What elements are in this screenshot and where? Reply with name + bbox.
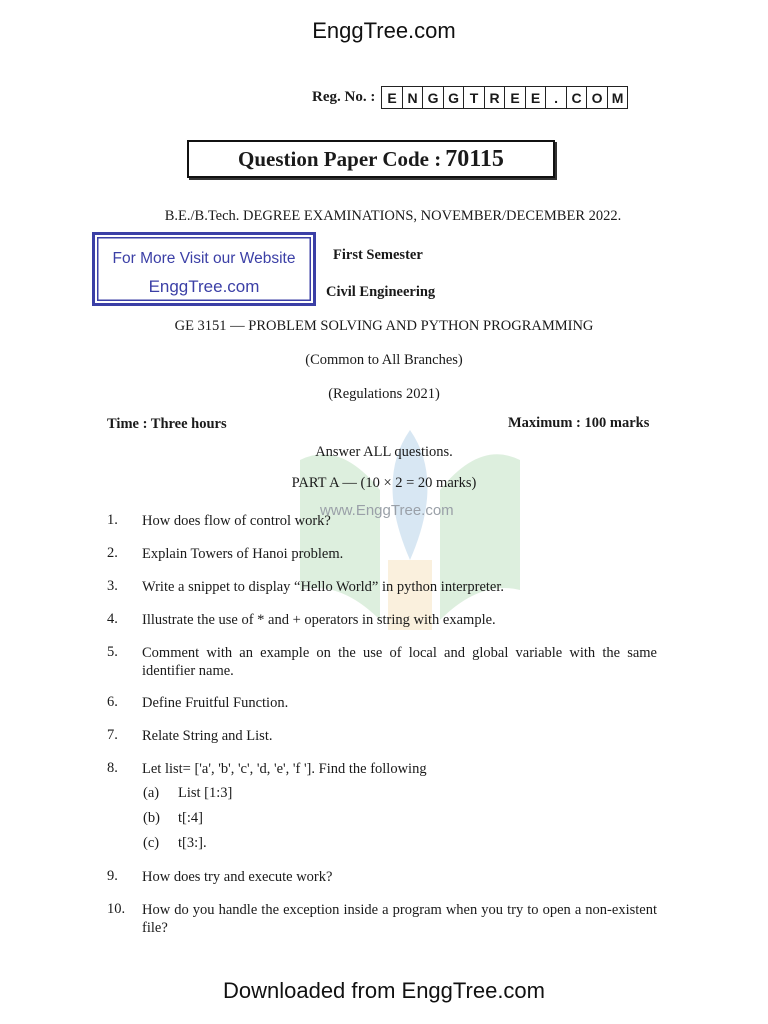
question-text: How does try and execute work? <box>142 869 333 885</box>
semester: First Semester <box>333 247 423 263</box>
question-number: 5. <box>107 644 118 660</box>
question-number: 3. <box>107 578 118 594</box>
reg-char-box: M <box>611 89 624 106</box>
common-branches: (Common to All Branches) <box>305 352 463 368</box>
site-footer: Downloaded from EnggTree.com <box>222 978 545 1003</box>
reg-char-box: G <box>444 87 465 108</box>
subquestion-text: t[:4] <box>178 810 203 826</box>
question-text: Illustrate the use of * and + operators in string with example. <box>142 612 496 628</box>
exam-title: B.E./B.Tech. DEGREE EXAMINATIONS, NOVEMBER/DECEMBER 2022. <box>164 208 622 224</box>
question-number: 4. <box>107 611 118 627</box>
question-text: Let list= ['a', 'b', 'c', 'd, 'e', 'f ']. Find the following <box>142 761 427 777</box>
department: Civil Engineering <box>326 284 436 300</box>
reg-number-label: Reg. No. : <box>312 89 376 105</box>
subquestion-label: (a) <box>143 785 160 801</box>
reg-char-box: . <box>546 87 567 108</box>
question-number: 1. <box>107 512 118 528</box>
subquestion-label: (b) <box>143 810 160 826</box>
question-number: 9. <box>107 868 118 884</box>
site-header: EnggTree.com <box>312 18 456 43</box>
part-a-heading: PART A — (10 × 2 = 20 marks) <box>291 475 477 491</box>
question-text: Explain Towers of Hanoi problem. <box>142 546 344 562</box>
subquestion-text: List [1:3] <box>178 785 233 801</box>
question-text: Comment with an example on the use of local and global variable with the same identifier name. <box>142 645 657 679</box>
question-number: 10. <box>107 901 126 917</box>
reg-char-box: G <box>423 87 444 108</box>
course-title: GE 3151 — PROBLEM SOLVING AND PYTHON PROGRAMMING <box>174 318 594 334</box>
question-text: Define Fruitful Function. <box>142 695 289 711</box>
reg-char-box: O <box>587 87 608 108</box>
question-number: 8. <box>107 760 118 776</box>
reg-char-box: C <box>567 87 588 108</box>
subquestion-text: t[3:]. <box>178 835 207 851</box>
question-paper-code-box <box>187 140 555 178</box>
question-number: 7. <box>107 727 118 743</box>
visit-box-line1: For More Visit our Website <box>112 250 296 267</box>
question-text: Write a snippet to display “Hello World” in python interpreter. <box>142 579 505 595</box>
reg-number-boxes <box>381 86 628 109</box>
watermark-text: www.EnggTree.com <box>320 502 454 519</box>
question-paper-code-label: Question Paper Code : <box>238 146 442 171</box>
question-paper-code: 70115 <box>445 145 504 172</box>
reg-char-box: E <box>505 87 526 108</box>
regulations: (Regulations 2021) <box>328 386 440 402</box>
question-number: 6. <box>107 694 118 710</box>
reg-char-box: E <box>382 87 403 108</box>
exam-time: Time : Three hours <box>107 416 227 432</box>
question-text: Relate String and List. <box>142 728 273 744</box>
question-number: 2. <box>107 545 118 561</box>
visit-box-line2: EnggTree.com <box>148 277 260 296</box>
reg-char-box: T <box>464 87 485 108</box>
question-text: How does flow of control work? <box>142 513 331 529</box>
question-text: How do you handle the exception inside a program when you try to open a non-existent file? <box>142 902 657 936</box>
reg-char-box: R <box>485 87 506 108</box>
subquestion-label: (c) <box>143 835 160 851</box>
reg-number-row <box>312 86 628 109</box>
instruction: Answer ALL questions. <box>315 444 453 460</box>
visit-website-box <box>92 232 316 306</box>
maximum-marks: Maximum : 100 marks <box>508 415 650 431</box>
reg-char-box: E <box>526 87 547 108</box>
reg-char-box: N <box>403 87 424 108</box>
